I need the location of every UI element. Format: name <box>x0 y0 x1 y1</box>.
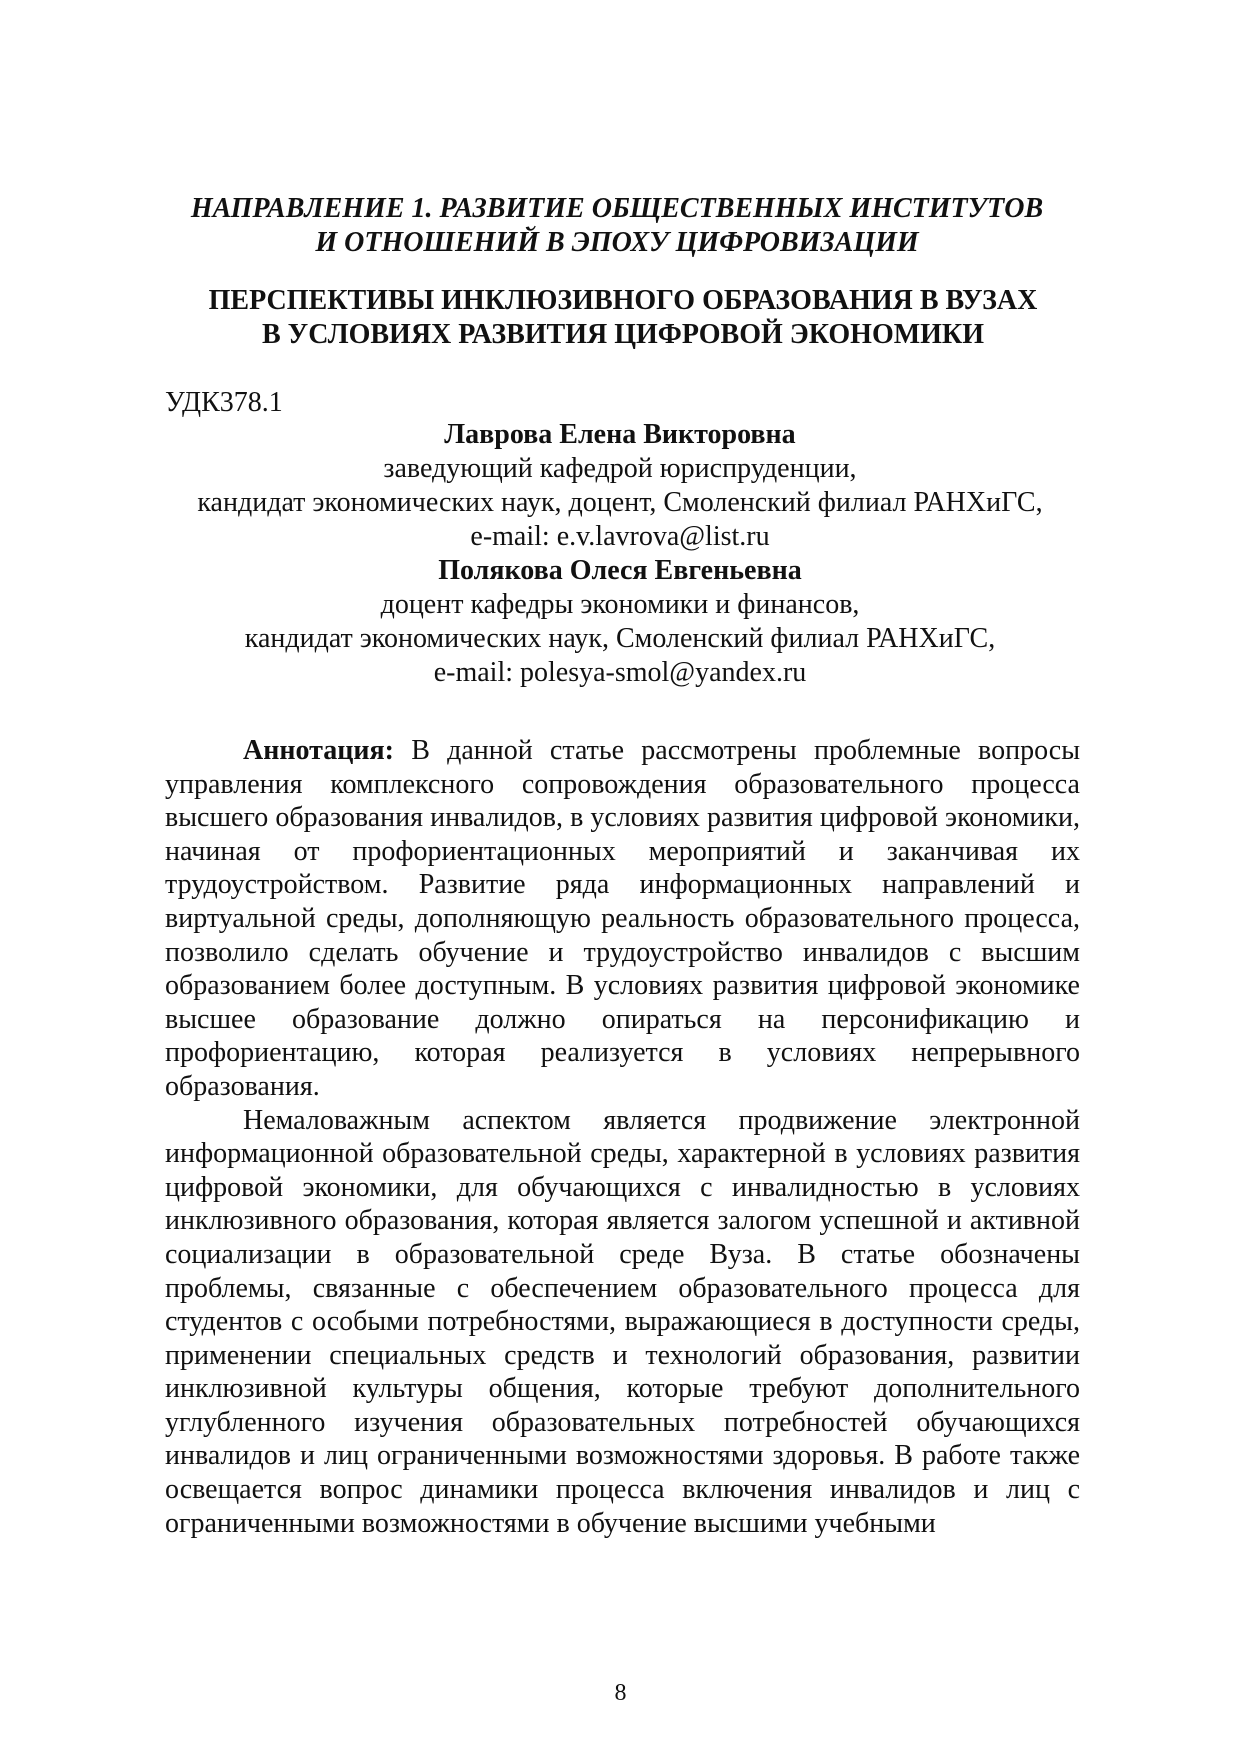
udc-code: УДК378.1 <box>165 387 283 418</box>
abstract-body <box>165 734 1080 1540</box>
abstract-text-1: В данной статье рассмотрены проблемные вопросы управления комплексного сопровождения образовательного процесса высшего образования инвалидов, в условиях развития цифровой экономики, начиная от профориентационных мероприятий и заканчивая их трудоустройством. Развитие ряда информационных направлений и виртуальной среды, дополняющую реальность образовательного процесса, позволило сделать обучение и трудоустройство инвалидов с высшим образованием более доступным. В условиях развития цифровой экономике высшее образование должно опираться на персонификацию и профориентацию, которая реализуется в условиях непрерывного образования. <box>165 735 1081 1102</box>
section-heading-line-2: И ОТНОШЕНИЙ В ЭПОХУ ЦИФРОВИЗАЦИИ <box>315 227 919 258</box>
author-email: e-mail: polesya-smol@yandex.ru <box>433 657 807 688</box>
section-heading <box>150 192 1084 260</box>
author-name: Полякова Олеся Евгеньевна <box>438 555 802 586</box>
author-position: доцент кафедры экономики и финансов, <box>380 589 860 620</box>
author-name: Лаврова Елена Викторовна <box>444 419 796 450</box>
abstract-paragraph-1 <box>165 734 1080 1104</box>
article-title-line-1: ПЕРСПЕКТИВЫ ИНКЛЮЗИВНОГО ОБРАЗОВАНИЯ В ВУЗАХ <box>208 285 1038 316</box>
author-affiliation: кандидат экономических наук, Смоленский филиал РАНХиГС, <box>244 623 996 654</box>
page-number: 8 <box>614 1680 627 1706</box>
section-heading-line-1: НАПРАВЛЕНИЕ 1. РАЗВИТИЕ ОБЩЕСТВЕННЫХ ИНСТИТУТОВ <box>190 193 1044 224</box>
article-title <box>150 284 1096 352</box>
abstract-paragraph-2: Немаловажным аспектом является продвижение электронной информационной образовательной среды, характерной в условиях развития цифровой экономики, для обучающихся с инвалидностью в условиях инклюзивного образования, которая является залогом успешной и активной социализации в образовательной среде Вуза. В статье обозначены проблемы, связанные с обеспечением образовательного процесса для студентов с особыми потребностями, выражающиеся в доступности среды, применении специальных средств и технологий образования, развитии инклюзивной культуры общения, которые требуют дополнительного углубленного изучения образовательных потребностей обучающихся инвалидов и лиц ограниченными возможностями здоровья. В работе также освещается вопрос динамики процесса включения инвалидов и лиц с ограниченными возможностями в обучение высшими учебными <box>165 1104 1080 1539</box>
author-affiliation: кандидат экономических наук, доцент, Смоленский филиал РАНХиГС, <box>197 487 1043 518</box>
author-position: заведующий кафедрой юриспруденции, <box>383 453 857 484</box>
authors-block <box>150 418 1090 690</box>
abstract-label: Аннотация: <box>243 735 394 766</box>
author-email: e-mail: e.v.lavrova@list.ru <box>470 521 770 552</box>
article-title-line-2: В УСЛОВИЯХ РАЗВИТИЯ ЦИФРОВОЙ ЭКОНОМИКИ <box>261 319 985 350</box>
